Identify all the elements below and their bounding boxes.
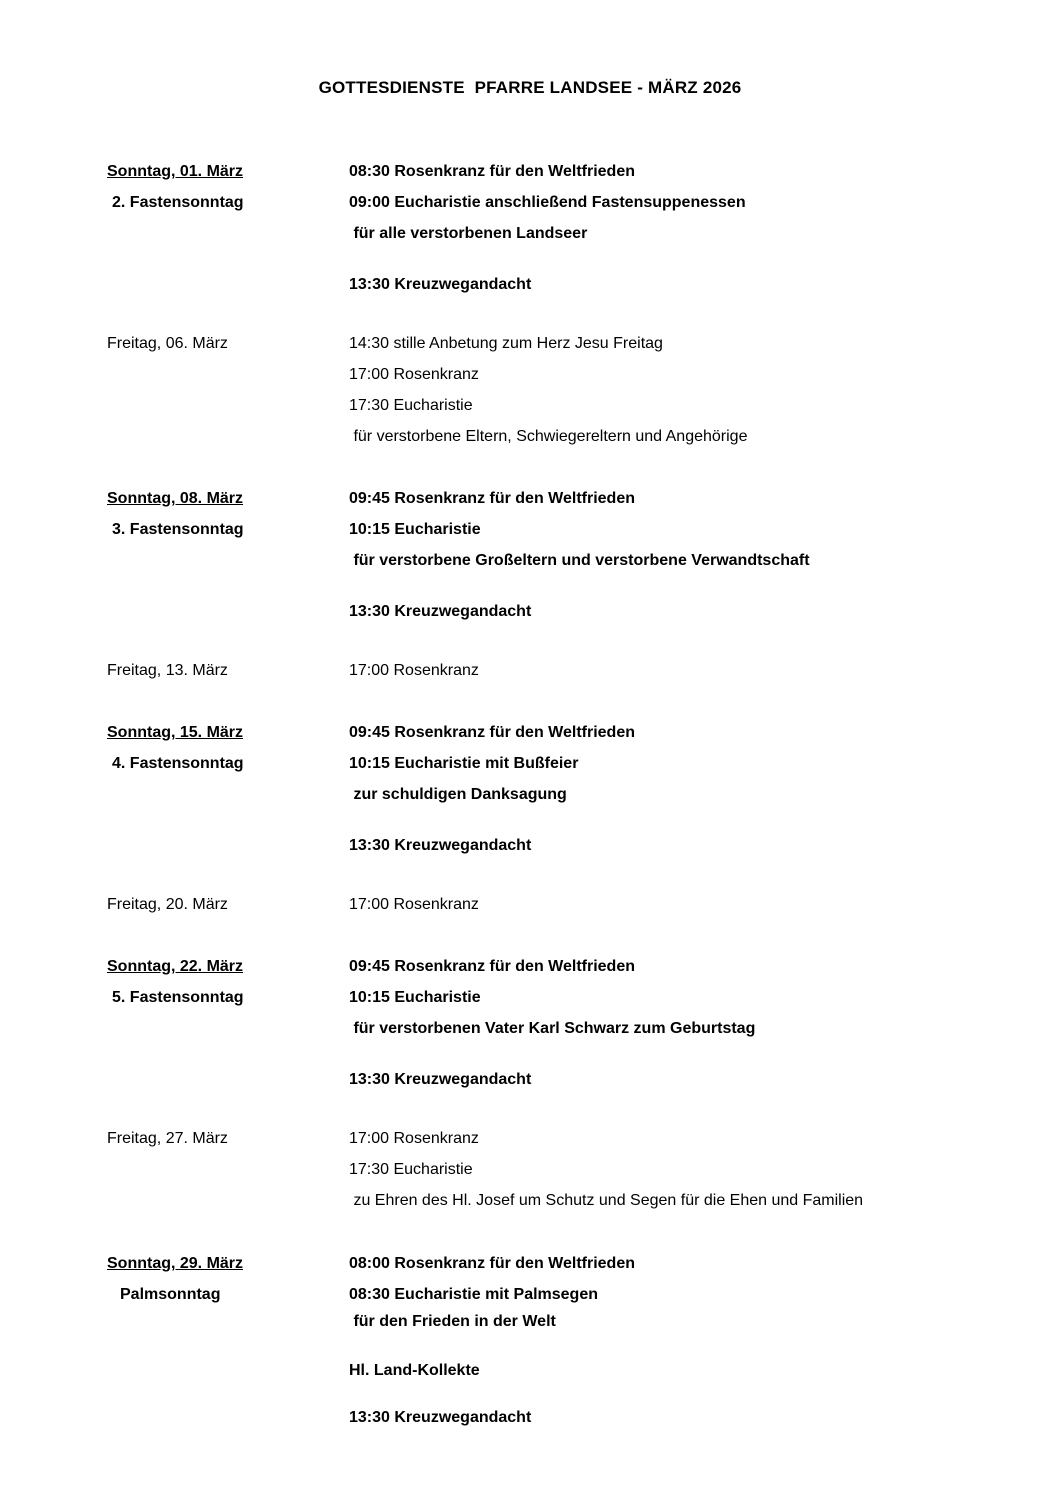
entry-date: Freitag, 06. März [107, 335, 228, 352]
entry-line: 10:15 Eucharistie mit Bußfeier [349, 755, 579, 772]
entry-subtitle: 5. Fastensonntag [112, 989, 244, 1006]
entry-line: 13:30 Kreuzwegandacht [349, 1071, 532, 1088]
entry-line: zur schuldigen Danksagung [349, 786, 567, 803]
entry-line: für den Frieden in der Welt [349, 1313, 556, 1330]
entry-line: 13:30 Kreuzwegandacht [349, 837, 532, 854]
entry-date: Freitag, 27. März [107, 1130, 228, 1147]
entry-line: für verstorbene Eltern, Schwiegereltern und Angehörige [349, 428, 748, 445]
entry-line: 17:00 Rosenkranz [349, 366, 479, 383]
entry-date: Sonntag, 29. März [107, 1255, 244, 1272]
page-title: GOTTESDIENSTE PFARRE LANDSEE - MÄRZ 2026 [318, 78, 742, 97]
entry-subtitle: 3. Fastensonntag [112, 521, 244, 538]
entry-date: Sonntag, 22. März [107, 958, 244, 975]
entry-date: Freitag, 13. März [107, 662, 228, 679]
entry-line: 09:45 Rosenkranz für den Weltfrieden [349, 724, 635, 741]
entry-date: Sonntag, 01. März [107, 163, 244, 180]
entry-line: zu Ehren des Hl. Josef um Schutz und Segen für die Ehen und Familien [349, 1192, 864, 1209]
entry-line: 13:30 Kreuzwegandacht [349, 1409, 532, 1426]
entry-line: 17:00 Rosenkranz [349, 896, 479, 913]
entry-line: für alle verstorbenen Landseer [349, 225, 588, 242]
entry-subtitle: Palmsonntag [120, 1286, 221, 1303]
entry-line: 09:45 Rosenkranz für den Weltfrieden [349, 490, 635, 507]
entry-line: 17:30 Eucharistie [349, 397, 473, 414]
entry-line: 09:45 Rosenkranz für den Weltfrieden [349, 958, 635, 975]
entry-line: 14:30 stille Anbetung zum Herz Jesu Freitag [349, 335, 663, 352]
entry-line: 08:30 Eucharistie mit Palmsegen [349, 1286, 598, 1303]
entry-date: Sonntag, 15. März [107, 724, 244, 741]
entry-date: Freitag, 20. März [107, 896, 228, 913]
entry-line: 13:30 Kreuzwegandacht [349, 603, 532, 620]
entry-line: 08:00 Rosenkranz für den Weltfrieden [349, 1255, 635, 1272]
entry-line: 17:00 Rosenkranz [349, 662, 479, 679]
entry-line: für verstorbene Großeltern und verstorbene Verwandtschaft [349, 552, 810, 569]
entry-line: 17:00 Rosenkranz [349, 1130, 479, 1147]
entry-line: Hl. Land-Kollekte [349, 1362, 480, 1379]
entry-subtitle: 4. Fastensonntag [112, 755, 244, 772]
entry-line: für verstorbenen Vater Karl Schwarz zum Geburtstag [349, 1020, 756, 1037]
entry-line: 13:30 Kreuzwegandacht [349, 276, 532, 293]
entry-line: 08:30 Rosenkranz für den Weltfrieden [349, 163, 635, 180]
entry-line: 09:00 Eucharistie anschließend Fastensuppenessen [349, 194, 746, 211]
entry-subtitle: 2. Fastensonntag [112, 194, 244, 211]
entry-line: 10:15 Eucharistie [349, 989, 481, 1006]
entry-line: 17:30 Eucharistie [349, 1161, 473, 1178]
entry-line: 10:15 Eucharistie [349, 521, 481, 538]
entry-date: Sonntag, 08. März [107, 490, 244, 507]
